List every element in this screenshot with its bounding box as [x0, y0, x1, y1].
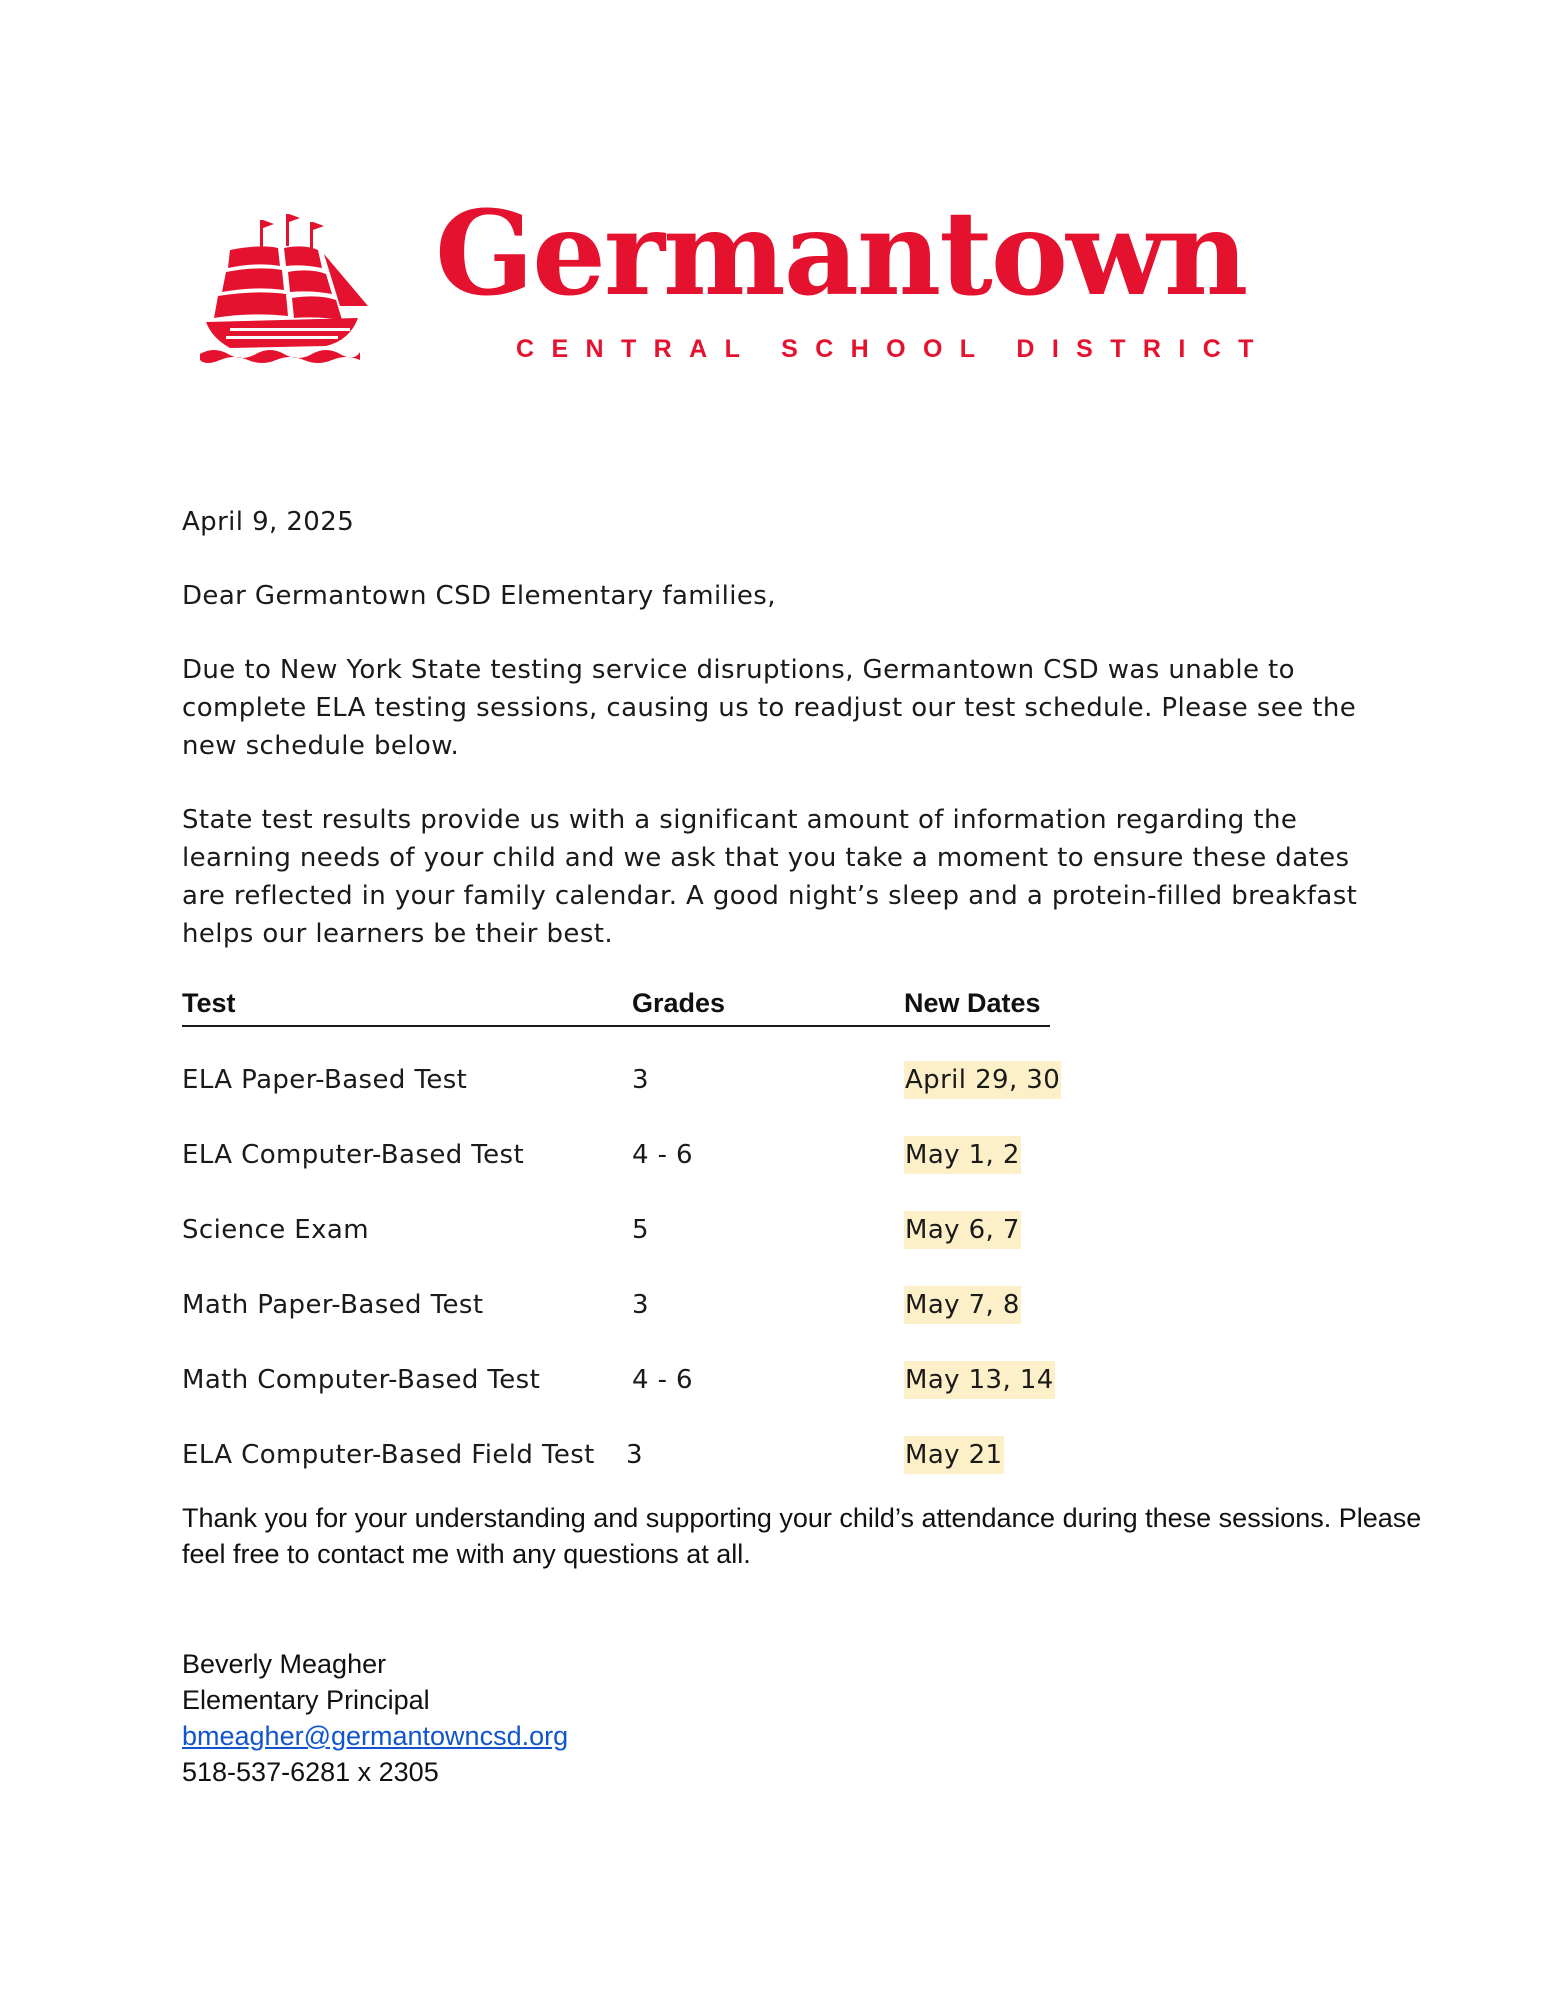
closing-paragraph: Thank you for your understanding and supporting your child’s attendance during these sessions. Please feel free to contact me with any questions at all. — [182, 1503, 1422, 1569]
row-new-dates: May 13, 14 — [904, 1361, 1055, 1399]
schedule-table-header — [182, 985, 1050, 1027]
row-grades: 5 — [632, 1215, 649, 1245]
row-new-dates: May 6, 7 — [904, 1211, 1021, 1249]
row-test: Math Paper-Based Test — [182, 1290, 484, 1320]
row-new-dates: May 21 — [904, 1436, 1004, 1474]
row-grades: 3 — [632, 1290, 649, 1320]
logo-wordmark: Germantown — [435, 186, 1247, 322]
schedule-row — [182, 1136, 1082, 1176]
row-grades: 4 - 6 — [632, 1140, 693, 1170]
header-grades: Grades — [632, 988, 726, 1018]
row-grades: 3 — [626, 1440, 643, 1470]
letter-greeting: Dear Germantown CSD Elementary families, — [182, 581, 776, 611]
row-grades: 4 - 6 — [632, 1365, 693, 1395]
district-logo — [200, 186, 1280, 370]
sailing-ship-icon — [200, 214, 370, 364]
schedule-row — [182, 1436, 1082, 1476]
signature-title: Elementary Principal — [182, 1685, 430, 1715]
header-new-dates: New Dates — [904, 988, 1041, 1018]
header-test: Test — [182, 988, 236, 1018]
row-test: ELA Computer-Based Test — [182, 1140, 525, 1170]
row-test: ELA Computer-Based Field Test — [182, 1440, 595, 1470]
row-test: ELA Paper-Based Test — [182, 1065, 468, 1095]
row-grades: 3 — [632, 1065, 649, 1095]
schedule-row — [182, 1361, 1082, 1401]
row-new-dates: May 1, 2 — [904, 1136, 1021, 1174]
letter-date: April 9, 2025 — [182, 507, 355, 537]
row-test: Math Computer-Based Test — [182, 1365, 541, 1395]
letter-paragraph-2: State test results provide us with a significant amount of information regarding the learning needs of your child and we ask that you take a moment to ensure these dates are reflected in your family calendar. A good night’s sleep and a protein-filled breakfast helps our learners be their best. — [182, 805, 1358, 949]
letter-paragraph-1: Due to New York State testing service disruptions, Germantown CSD was unable to complete ELA testing sessions, causing us to readjust our test schedule. Please see the new schedule below. — [182, 655, 1357, 761]
row-new-dates: May 7, 8 — [904, 1286, 1021, 1324]
signature-name: Beverly Meagher — [182, 1649, 387, 1679]
signature-block — [182, 1646, 568, 1790]
row-test: Science Exam — [182, 1215, 369, 1245]
schedule-row — [182, 1286, 1082, 1326]
signature-email-link[interactable]: bmeagher@germantowncsd.org — [182, 1721, 569, 1751]
schedule-row — [182, 1061, 1082, 1101]
row-new-dates: April 29, 30 — [904, 1061, 1061, 1099]
schedule-row — [182, 1211, 1082, 1251]
logo-subtitle: CENTRAL SCHOOL DISTRICT — [516, 335, 1271, 363]
signature-phone: 518-537-6281 x 2305 — [182, 1757, 439, 1787]
